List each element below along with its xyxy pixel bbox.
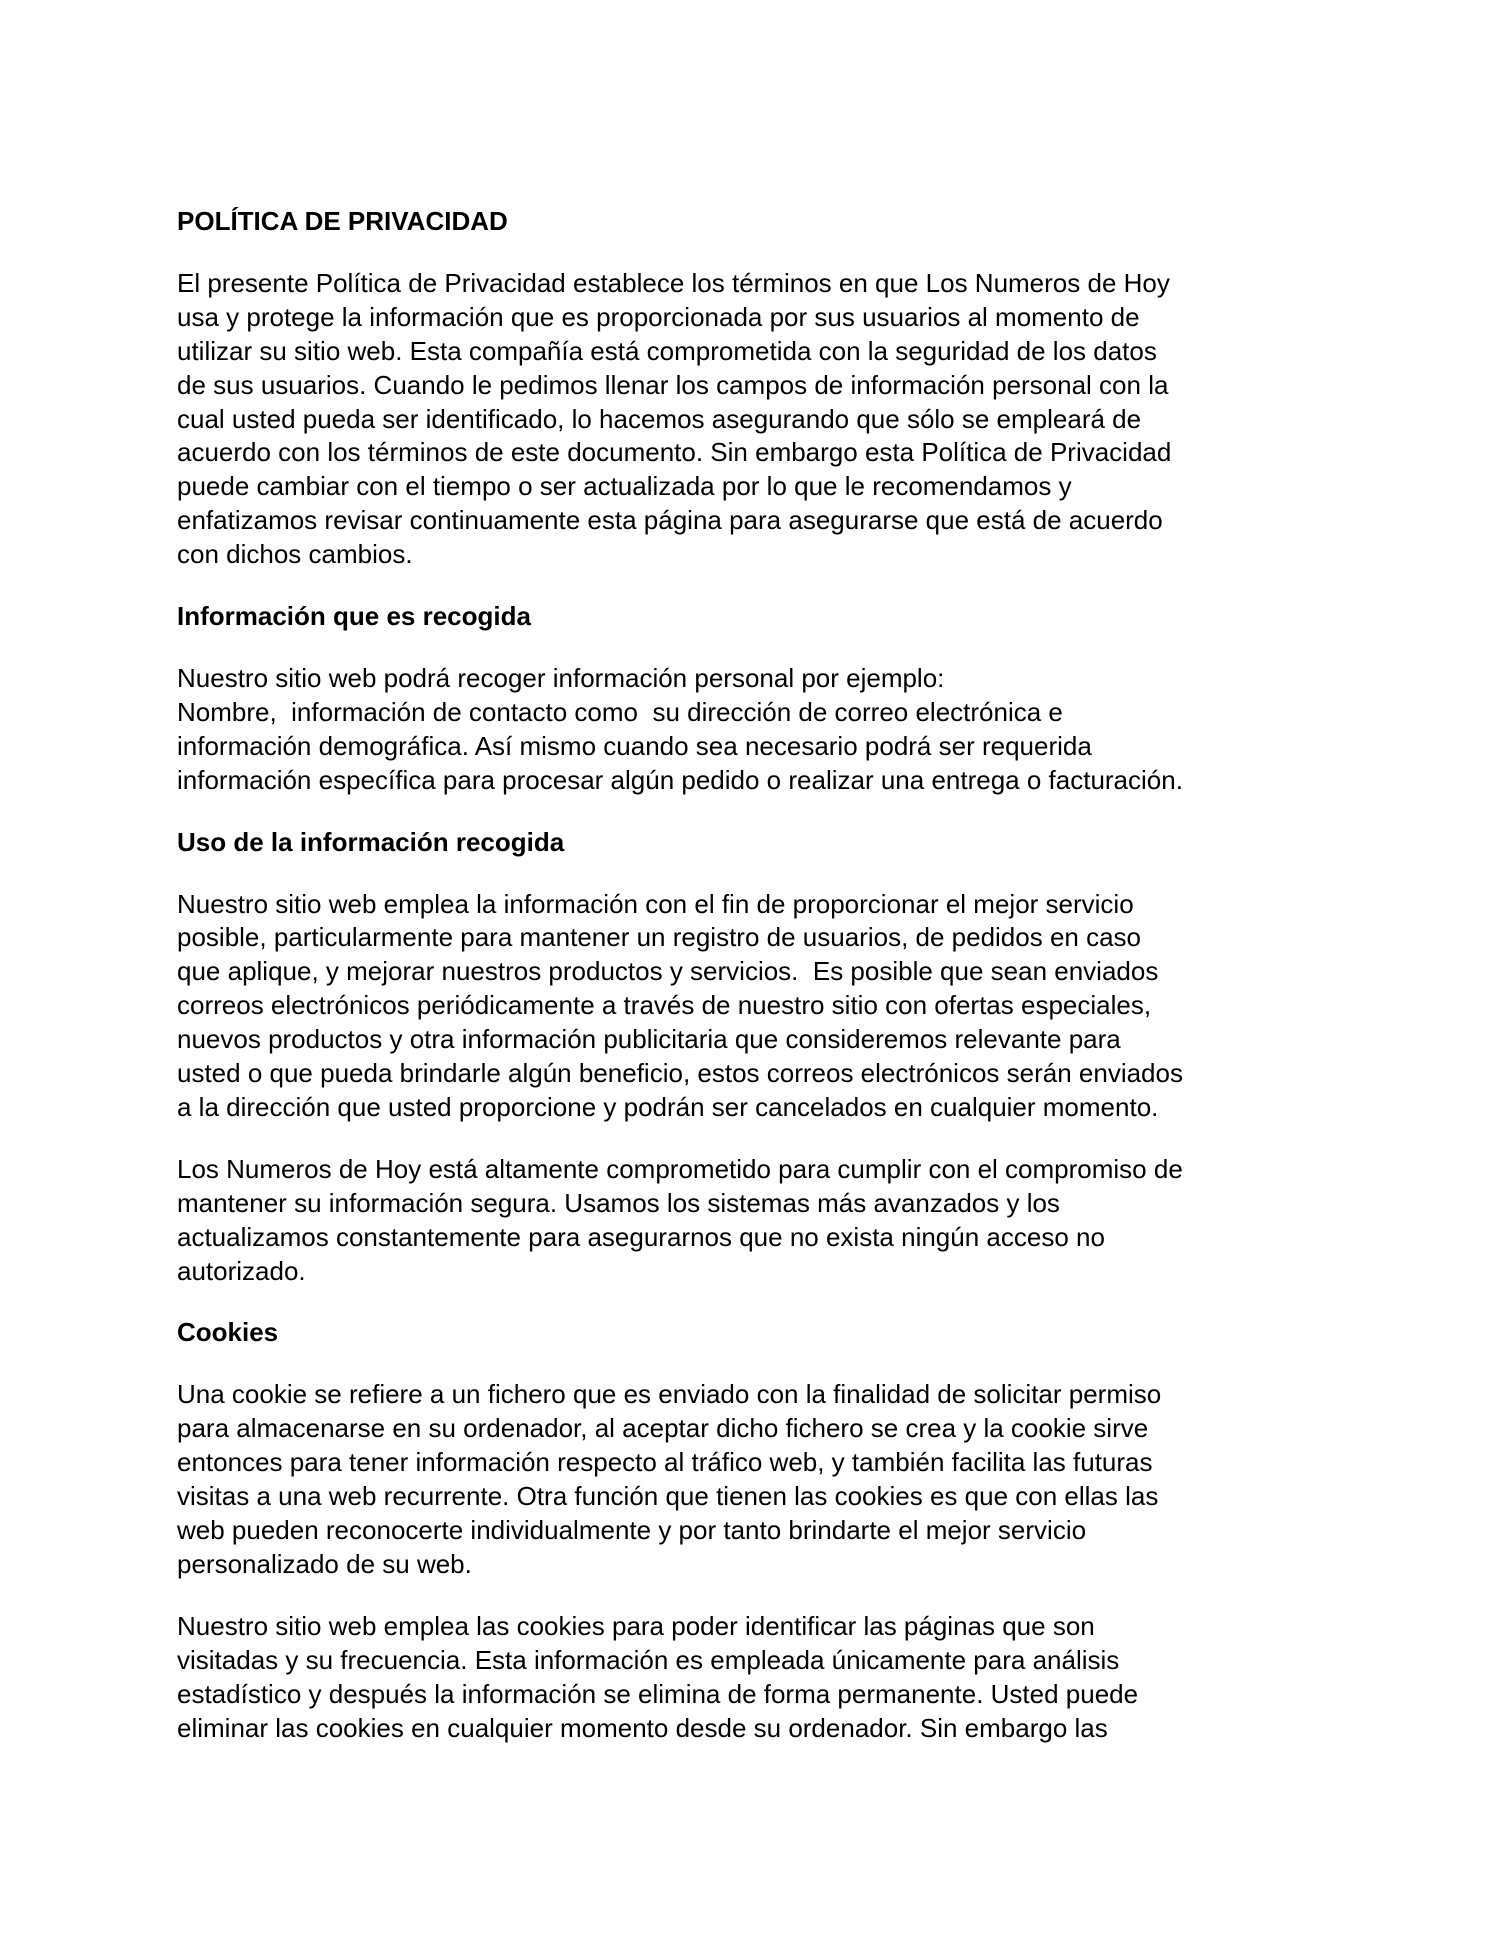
- paragraph-line: usa y protege la información que es proporcionada por sus usuarios al momento de: [177, 301, 1140, 332]
- paragraph-line: visitadas y su frecuencia. Esta información es empleada únicamente para análisis: [177, 1644, 1120, 1675]
- paragraph: [177, 888, 1352, 1125]
- paragraph-line: posible, particularmente para mantener un registro de usuarios, de pedidos en caso: [177, 922, 1142, 953]
- paragraph-line: eliminar las cookies en cualquier momento desde su ordenador. Sin embargo las: [177, 1712, 1108, 1743]
- paragraph-line: El presente Política de Privacidad establece los términos en que Los Numeros de Hoy: [177, 267, 1170, 298]
- paragraph: [177, 1378, 1352, 1581]
- paragraph: [177, 662, 1352, 798]
- section-gap: [177, 860, 1352, 888]
- document-title: POLÍTICA DE PRIVACIDAD: [177, 206, 508, 236]
- paragraph-line: información demográfica. Así mismo cuando sea necesario podrá ser requerida: [177, 730, 1092, 761]
- section-heading: Información que es recogida: [177, 601, 531, 632]
- paragraph-line: Una cookie se refiere a un fichero que es enviado con la finalidad de solicitar permiso: [177, 1379, 1162, 1410]
- paragraph: [177, 267, 1352, 572]
- paragraph-line: para almacenarse en su ordenador, al aceptar dicho fichero se crea y la cookie sirve: [177, 1413, 1149, 1444]
- paragraph-line: que aplique, y mejorar nuestros productos y servicios. Es posible que sean enviados: [177, 956, 1159, 987]
- section-gap: [177, 1288, 1352, 1316]
- paragraph-line: acuerdo con los términos de este documento. Sin embargo esta Política de Privacidad: [177, 437, 1172, 468]
- paragraph: [177, 1610, 1352, 1746]
- paragraph-line: Nuestro sitio web emplea la información con el fin de proporcionar el mejor servicio: [177, 888, 1134, 919]
- paragraph-line: de sus usuarios. Cuando le pedimos llenar los campos de información personal con la: [177, 369, 1169, 400]
- paragraph-line: utilizar su sitio web. Esta compañía está comprometida con la seguridad de los datos: [177, 335, 1157, 366]
- section-gap: [177, 1350, 1352, 1378]
- paragraph-line: puede cambiar con el tiempo o ser actualizada por lo que le recomendamos y: [177, 471, 1072, 502]
- paragraph-line: nuevos productos y otra información publicitaria que consideremos relevante para: [177, 1024, 1121, 1055]
- section-heading: Cookies: [177, 1317, 279, 1348]
- document-page: [177, 205, 1352, 1745]
- paragraph-line: usted o que pueda brindarle algún beneficio, estos correos electrónicos serán enviados: [177, 1058, 1183, 1089]
- paragraph-line: Los Numeros de Hoy está altamente comprometido para cumplir con el compromiso de: [177, 1153, 1183, 1184]
- section-gap: [177, 798, 1352, 826]
- paragraph-line: visitas a una web recurrente. Otra función que tienen las cookies es que con ellas las: [177, 1481, 1159, 1512]
- paragraph-line: web pueden reconocerte individualmente y por tanto brindarte el mejor servicio: [177, 1515, 1087, 1545]
- paragraph-line: estadístico y después la información se elimina de forma permanente. Usted puede: [177, 1678, 1139, 1709]
- paragraph-line: a la dirección que usted proporcione y podrán ser cancelados en cualquier momento.: [177, 1091, 1159, 1122]
- paragraph: [177, 1153, 1352, 1289]
- section-gap: [177, 239, 1352, 267]
- paragraph-line: cual usted pueda ser identificado, lo hacemos asegurando que sólo se empleará de: [177, 403, 1142, 434]
- document-body: [177, 239, 1352, 1746]
- section-gap: [177, 1125, 1352, 1153]
- paragraph-line: información específica para procesar algún pedido o realizar una entrega o facturación.: [177, 764, 1183, 795]
- section-gap: [177, 1582, 1352, 1610]
- paragraph-line: enfatizamos revisar continuamente esta página para asegurarse que está de acuerdo: [177, 505, 1163, 536]
- paragraph-line: autorizado.: [177, 1255, 306, 1286]
- section-heading: Uso de la información recogida: [177, 826, 565, 857]
- paragraph-line: Nombre, información de contacto como su dirección de correo electrónica e: [177, 696, 1063, 727]
- paragraph-line: correos electrónicos periódicamente a través de nuestro sitio con ofertas especiales,: [177, 990, 1152, 1021]
- paragraph-line: personalizado de su web.: [177, 1548, 472, 1579]
- paragraph-line: actualizamos constantemente para asegurarnos que no exista ningún acceso no: [177, 1221, 1105, 1252]
- paragraph-line: Nuestro sitio web podrá recoger información personal por ejemplo:: [177, 662, 945, 693]
- paragraph-line: con dichos cambios.: [177, 539, 413, 570]
- section-gap: [177, 572, 1352, 600]
- paragraph-line: Nuestro sitio web emplea las cookies para poder identificar las páginas que son: [177, 1610, 1095, 1641]
- paragraph-line: mantener su información segura. Usamos los sistemas más avanzados y los: [177, 1187, 1060, 1218]
- section-gap: [177, 634, 1352, 662]
- paragraph-line: entonces para tener información respecto al tráfico web, y también facilita las futuras: [177, 1447, 1153, 1478]
